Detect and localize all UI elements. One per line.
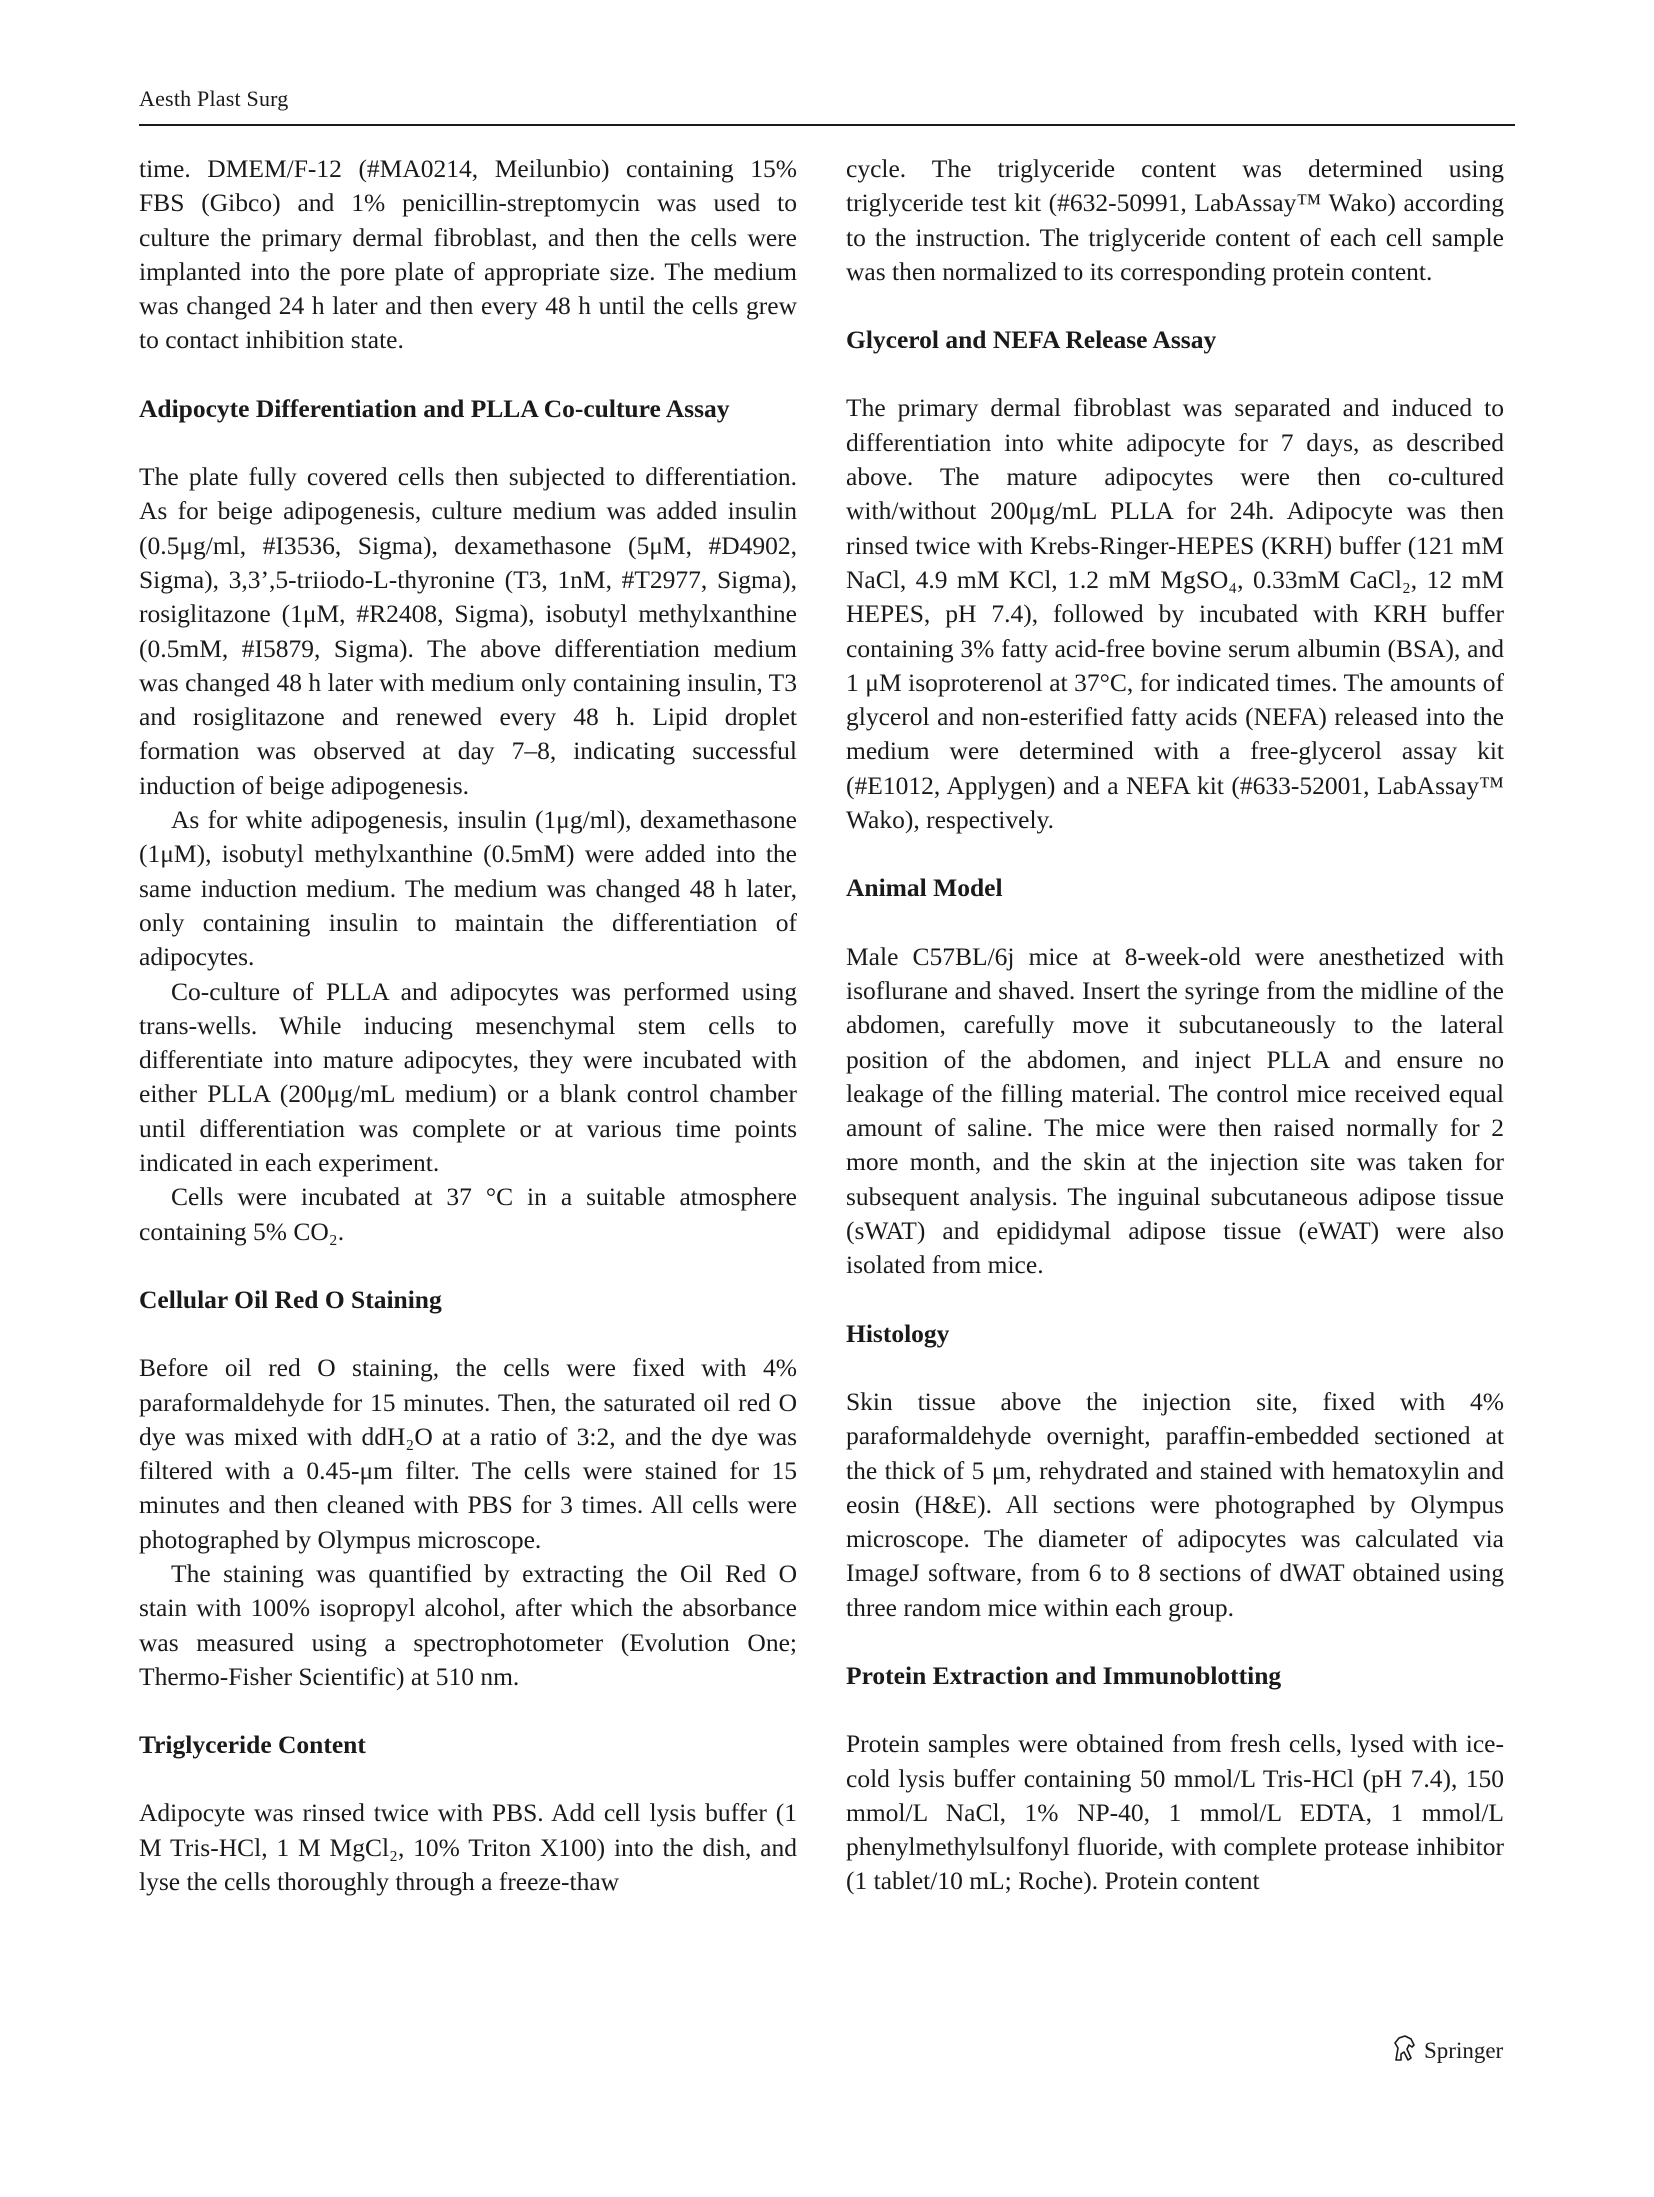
body-paragraph: Before oil red O staining, the cells were fixed with 4% paraformaldehyde for 15 minutes. Then, the saturated oil red O dye was mixed with ddH₂O at a ratio of 3:2, and the dye was filtered with a 0.45-μm filter. The cells were stained for 15 minutes and then cleaned with PBS for 3 times. All cells were photographed by Olympus microscope. <box>139 1353 797 1554</box>
body-paragraph: Protein samples were obtained from fresh cells, lysed with ice-cold lysis buffer containing 50 mmol/L Tris-HCl (pH 7.4), 150 mmol/L NaCl, 1% NP-40, 1 mmol/L EDTA, 1 mmol/L phenylmethylsulfonyl fluoride, with complete protease inhibitor (1 tablet/10 mL; Roche). Protein content <box>846 1729 1504 1896</box>
header-rule <box>139 124 1515 126</box>
body-paragraph: Adipocyte was rinsed twice with PBS. Add cell lysis buffer (1 M Tris-HCl, 1 M MgCl₂, 10% Triton X100) into the dish, and lyse the cells thoroughly through a freeze-thaw <box>139 1798 797 1897</box>
section-heading: Histology <box>846 1318 950 1348</box>
body-paragraph: cycle. The triglyceride content was determined using triglyceride test kit (#632-50991, LabAssay™ Wako) according to the instruction. The triglyceride content of each cell sample was then normalized to its corresponding protein content. <box>846 154 1504 286</box>
body-paragraph: Co-culture of PLLA and adipocytes was performed using trans-wells. While inducing mesenchymal stem cells to differentiate into mature adipocytes, they were incubated with either PLLA (200μg/mL medium) or a blank control chamber until differentiation was complete or at various time points indicated in each experiment. <box>139 976 797 1178</box>
body-paragraph: time. DMEM/F-12 (#MA0214, Meilunbio) containing 15% FBS (Gibco) and 1% penicillin-streptomycin was used to culture the primary dermal fibroblast, and then the cells were implanted into the pore plate of appropriate size. The medium was changed 24 h later and then every 48 h until the cells grew to contact inhibition state. <box>139 154 797 355</box>
section-heading: Adipocyte Differentiation and PLLA Co-culture Assay <box>139 393 730 423</box>
body-paragraph: Cells were incubated at 37 °C in a suitable atmosphere containing 5% CO₂. <box>139 1182 797 1246</box>
publisher-logo <box>1392 2034 1503 2068</box>
section-heading: Cellular Oil Red O Staining <box>139 1284 442 1314</box>
running-head: Aesth Plast Surg <box>139 86 289 111</box>
left-column <box>139 152 797 1899</box>
section-heading: Triglyceride Content <box>139 1730 366 1760</box>
springer-horse-icon <box>1392 2034 1418 2068</box>
body-paragraph: Male C57BL/6j mice at 8-week-old were anesthetized with isoflurane and shaved. Insert the syringe from the midline of the abdomen, carefully move it subcutaneously to the lateral position of the abdomen, and inject PLLA and ensure no leakage of the filling material. The control mice received equal amount of saline. The mice were then raised normally for 2 more month, and the skin at the injection site was taken for subsequent analysis. The inguinal subcutaneous adipose tissue (sWAT) and epididymal adipose tissue (eWAT) were also isolated from mice. <box>846 941 1504 1280</box>
right-column <box>846 152 1504 1899</box>
body-paragraph: As for white adipogenesis, insulin (1μg/ml), dexamethasone (1μM), isobutyl methylxanthine (0.5mM) were added into the same induction medium. The medium was changed 48 h later, only containing insulin to maintain the differentiation of adipocytes. <box>139 805 797 972</box>
body-paragraph: Skin tissue above the injection site, fixed with 4% paraformaldehyde overnight, paraffin-embedded sectioned at the thick of 5 μm, rehydrated and stained with hematoxylin and eosin (H&E). All sections were photographed by Olympus microscope. The diameter of adipocytes was calculated via ImageJ software, from 6 to 8 sections of dWAT obtained using three random mice within each group. <box>846 1386 1504 1622</box>
section-heading: Protein Extraction and Immunoblotting <box>846 1660 1282 1690</box>
body-paragraph: The primary dermal fibroblast was separated and induced to differentiation into white adipocyte for 7 days, as described above. The mature adipocytes were then co-cultured with/without 200μg/mL PLLA for 24h. Adipocyte was then rinsed twice with Krebs-Ringer-HEPES (KRH) buffer (121 mM NaCl, 4.9 mM KCl, 1.2 mM MgSO₄, 0.33mM CaCl₂, 12 mM HEPES, pH 7.4), followed by incubated with KRH buffer containing 3% fatty acid-free bovine serum albumin (BSA), and 1 μM isoproterenol at 37°C, for indicated times. The amounts of glycerol and non-esterified fatty acids (NEFA) released into the medium were determined with a free-glycerol assay kit (#E1012, Applygen) and a NEFA kit (#633-52001, LabAssay™ Wako), respectively. <box>846 393 1504 835</box>
body-paragraph: The staining was quantified by extracting the Oil Red O stain with 100% isopropyl alcohol, after which the absorbance was measured using a spectrophotometer (Evolution One; Thermo-Fisher Scientific) at 510 nm. <box>139 1558 797 1691</box>
body-paragraph: The plate fully covered cells then subjected to differentiation. As for beige adipogenesis, culture medium was added insulin (0.5μg/ml, #I3536, Sigma), dexamethasone (5μM, #D4902, Sigma), 3,3’,5-triiodo-L-thyronine (T3, 1nM, #T2977, Sigma), rosiglitazone (1μM, #R2408, Sigma), isobutyl methylxanthine (0.5mM, #I5879, Sigma). The above differentiation medium was changed 48 h later with medium only containing insulin, T3 and rosiglitazone and renewed every 48 h. Lipid droplet formation was observed at day 7–8, indicating successful induction of beige adipogenesis. <box>139 462 797 800</box>
section-heading: Animal Model <box>846 873 1003 903</box>
publisher-name: Springer <box>1424 2038 1504 2063</box>
section-heading: Glycerol and NEFA Release Assay <box>846 325 1217 355</box>
